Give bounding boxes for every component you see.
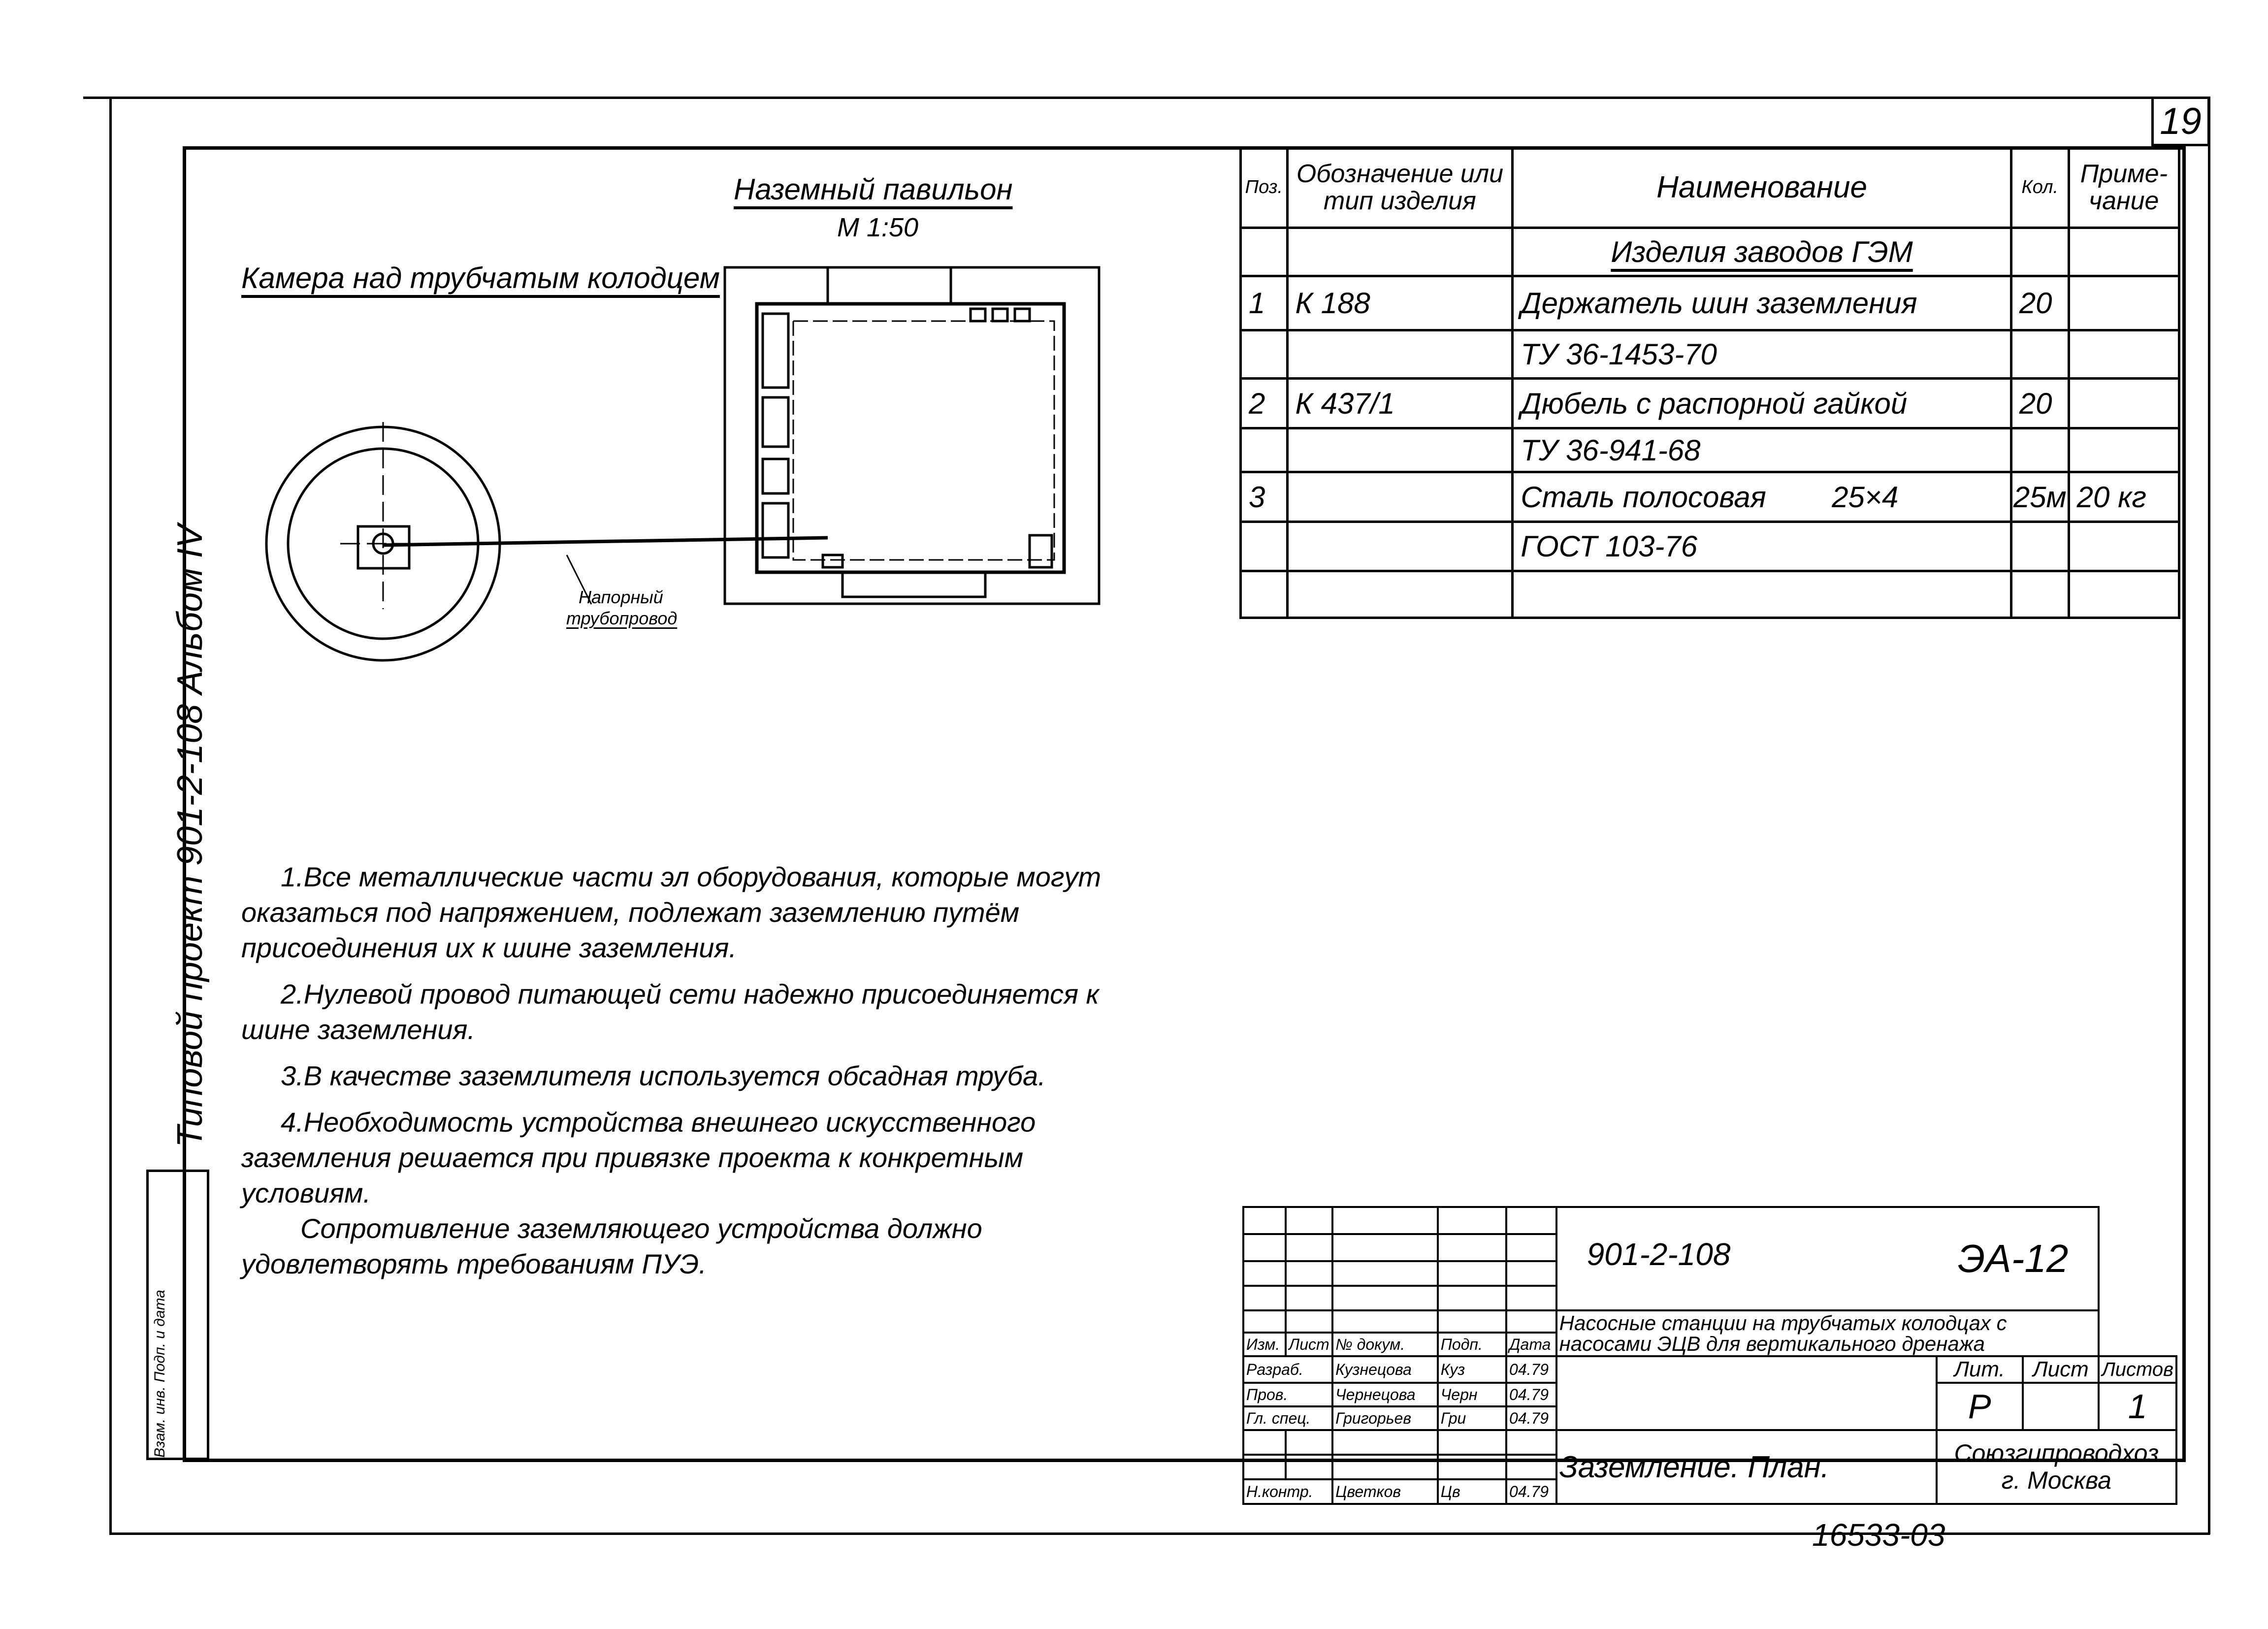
pavilion-inner-wall [757,304,1064,572]
grounding-plan-drawing [183,146,1236,688]
note-3: 3.В качестве заземлителя используется обсадная труба. [281,1060,1046,1091]
specification-table [1239,146,2180,619]
outer-frame-left [109,97,112,1534]
header-designation: Обозначение или тип изделия [1287,148,1513,228]
sheet-code: ЭА-12 [1957,1237,2069,1280]
inventory-number: 16533-03 [1812,1517,1945,1553]
chamber-label: Камера над трубчатым колодцем [241,261,720,294]
table-row: 1 К 188 Держатель шин заземления 20 [1241,276,2179,330]
side-stamp-box [146,1170,209,1460]
signer-row: Н.контр. Цветков Цв 04.79 [1243,1479,2176,1504]
table-row: ТУ 36-941-68 [1241,428,2179,472]
note-2: 2.Нулевой провод питающей сети надежно присоединяется к шине заземления. [241,978,1099,1045]
project-title: Насосные станции на трубчатых колодцах с насосами ЭЦВ для вертикального дренажа [1556,1310,2099,1356]
spec-header-row [1241,148,2179,228]
signer-row: Гл. спец. Григорьев Гри 04.79 [1243,1406,2176,1430]
outer-frame-right [2208,97,2210,1534]
column-headers: Изм. Лист № докум. Подп. Дата [1243,1333,2176,1356]
header-note: Приме-чание [2069,148,2179,228]
pressure-pipe [383,538,828,545]
table-row: ТУ 36-1453-70 [1241,330,2179,379]
signer-row: Пров. Чернецова Черн 04.79 Р 1 [1243,1383,2176,1406]
pipe-label-1: Напорный [579,587,663,607]
sheet-number: 19 [2151,97,2210,146]
header-pos: Поз. [1241,148,1288,228]
outer-frame-top [83,97,2210,99]
header-name: Наименование [1513,148,2011,228]
lit-value: Р [1937,1383,2023,1430]
project-code: 901-2-108 [1587,1237,1731,1272]
general-notes [241,859,1152,1293]
sheets-count: 1 [2099,1383,2176,1430]
signer-row: Разраб. Кузнецова Куз 04.79 Лит. Лист Листов [1243,1356,2176,1383]
pavilion-label: Наземный павильон [734,173,1013,206]
side-strip-title: Типовой проект 901-2-108 Альбом IV [170,524,210,1147]
city: г. Москва [2001,1466,2111,1494]
note-4: 4.Необходимость устройства внешнего искусственного заземления решается при привязке проекта к конкретным условиям. [241,1107,1036,1208]
note-1: 1.Все металлические части эл оборудования, которые могут оказаться под напряжением, подлежат заземлению путём присоединения их к шине заземления. [241,861,1102,963]
side-stamp-text: Взам. инв. Подп. и дата [152,1290,168,1458]
table-row [1241,571,2179,618]
table-row: ГОСТ 103-76 [1241,522,2179,571]
pipe-label-2: трубопровод [566,608,678,628]
table-row: 2 К 437/1 Дюбель с распорной гайкой 20 [1241,379,2179,428]
pavilion-outer-wall [725,267,1099,604]
header-qty: Кол. [2011,148,2069,228]
table-row: 3 Сталь полосовая 25×4 25м 20 кг [1241,472,2179,522]
organization: Союзгипроводхоз [1954,1439,2159,1467]
spec-section-title: Изделия заводов ГЭМ [1611,235,1913,268]
drawing-title: Заземление. План. [1556,1430,1937,1504]
note-5: Сопротивление заземляющего устройства должно удовлетворять требованиям ПУЭ. [241,1213,982,1279]
title-block [1242,1206,2177,1505]
pavilion-scale: М 1:50 [837,213,919,242]
